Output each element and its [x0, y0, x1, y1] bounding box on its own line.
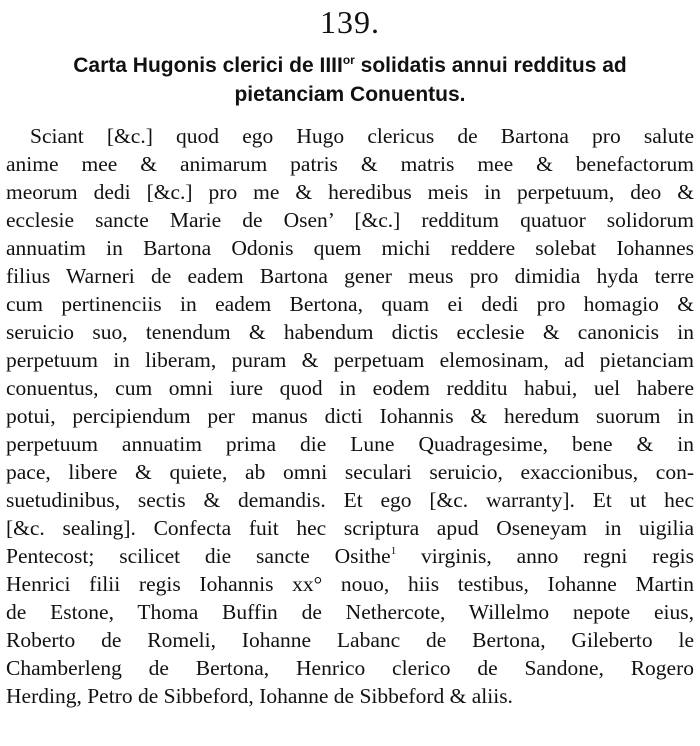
footnote-line-text-a: Pentecost; scilicet die sancte Osithe	[6, 544, 391, 568]
text-line: [&c. sealing]. Confecta fuit hec scriptura apud Oseneyam in uigilia	[6, 516, 694, 540]
charter-title-line-2: pietanciam Conuentus.	[234, 83, 466, 106]
charter-title-line-1	[10, 51, 690, 80]
title-text-b: solidatis annui redditus ad	[354, 54, 627, 77]
charter-title	[10, 51, 690, 109]
text-line: pace, libere & quiete, ab omni seculari seruicio, exaccionibus, con-	[6, 460, 694, 484]
text-line: filius Warneri de eadem Bartona gener meus pro dimidia hyda terre	[6, 264, 694, 288]
text-line: potui, percipiendum per manus dicti Iohannis & heredum suorum in	[6, 404, 694, 428]
text-line: annuatim in Bartona Odonis quem michi reddere solebat Iohannes	[6, 236, 694, 260]
text-line: suetudinibus, sectis & demandis. Et ego [&c. warranty]. Et ut hec	[6, 488, 694, 512]
text-line: Roberto de Romeli, Iohanne Labanc de Bertona, Gileberto le	[6, 628, 694, 652]
footnote-marker: 1	[390, 545, 397, 557]
text-line-with-footnote	[6, 542, 694, 570]
text-line: cum pertinenciis in eadem Bertona, quam ei dedi pro homagio &	[6, 292, 694, 316]
text-line: ecclesie sancte Marie de Osen’ [&c.] redditum quatuor solidorum	[6, 208, 694, 232]
title-text-a: Carta Hugonis clerici de IIII	[73, 54, 343, 77]
text-line: Chamberleng de Bertona, Henrico clerico de Sandone, Rogero	[6, 656, 694, 680]
text-line: meorum dedi [&c.] pro me & heredibus meis in perpetuum, deo &	[6, 180, 694, 204]
footnote-line-text-b: virginis, anno regni regis	[396, 544, 694, 568]
charter-body	[6, 122, 694, 710]
text-line: seruicio suo, tenendum & habendum dictis ecclesie & canonicis in	[6, 320, 694, 344]
text-line: Herding, Petro de Sibbeford, Iohanne de Sibbeford & aliis.	[6, 684, 513, 708]
title-superscript: or	[342, 53, 355, 67]
text-line: Henrici filii regis Iohannis xx° nouo, hiis testibus, Iohanne Martin	[6, 572, 694, 596]
text-line: perpetuum annuatim prima die Lune Quadragesime, bene & in	[6, 432, 694, 456]
text-line: anime mee & animarum patris & matris mee & benefactorum	[6, 152, 694, 176]
text-line: Sciant [&c.] quod ego Hugo clericus de Bartona pro salute	[30, 124, 694, 148]
text-line: perpetuum in liberam, puram & perpetuam elemosinam, ad pietanciam	[6, 348, 694, 372]
text-line: de Estone, Thoma Buffin de Nethercote, Willelmo nepote eius,	[6, 600, 694, 624]
text-line: conuentus, cum omni iure quod in eodem redditu habui, uel habere	[6, 376, 694, 400]
page-number: 139.	[320, 4, 380, 40]
